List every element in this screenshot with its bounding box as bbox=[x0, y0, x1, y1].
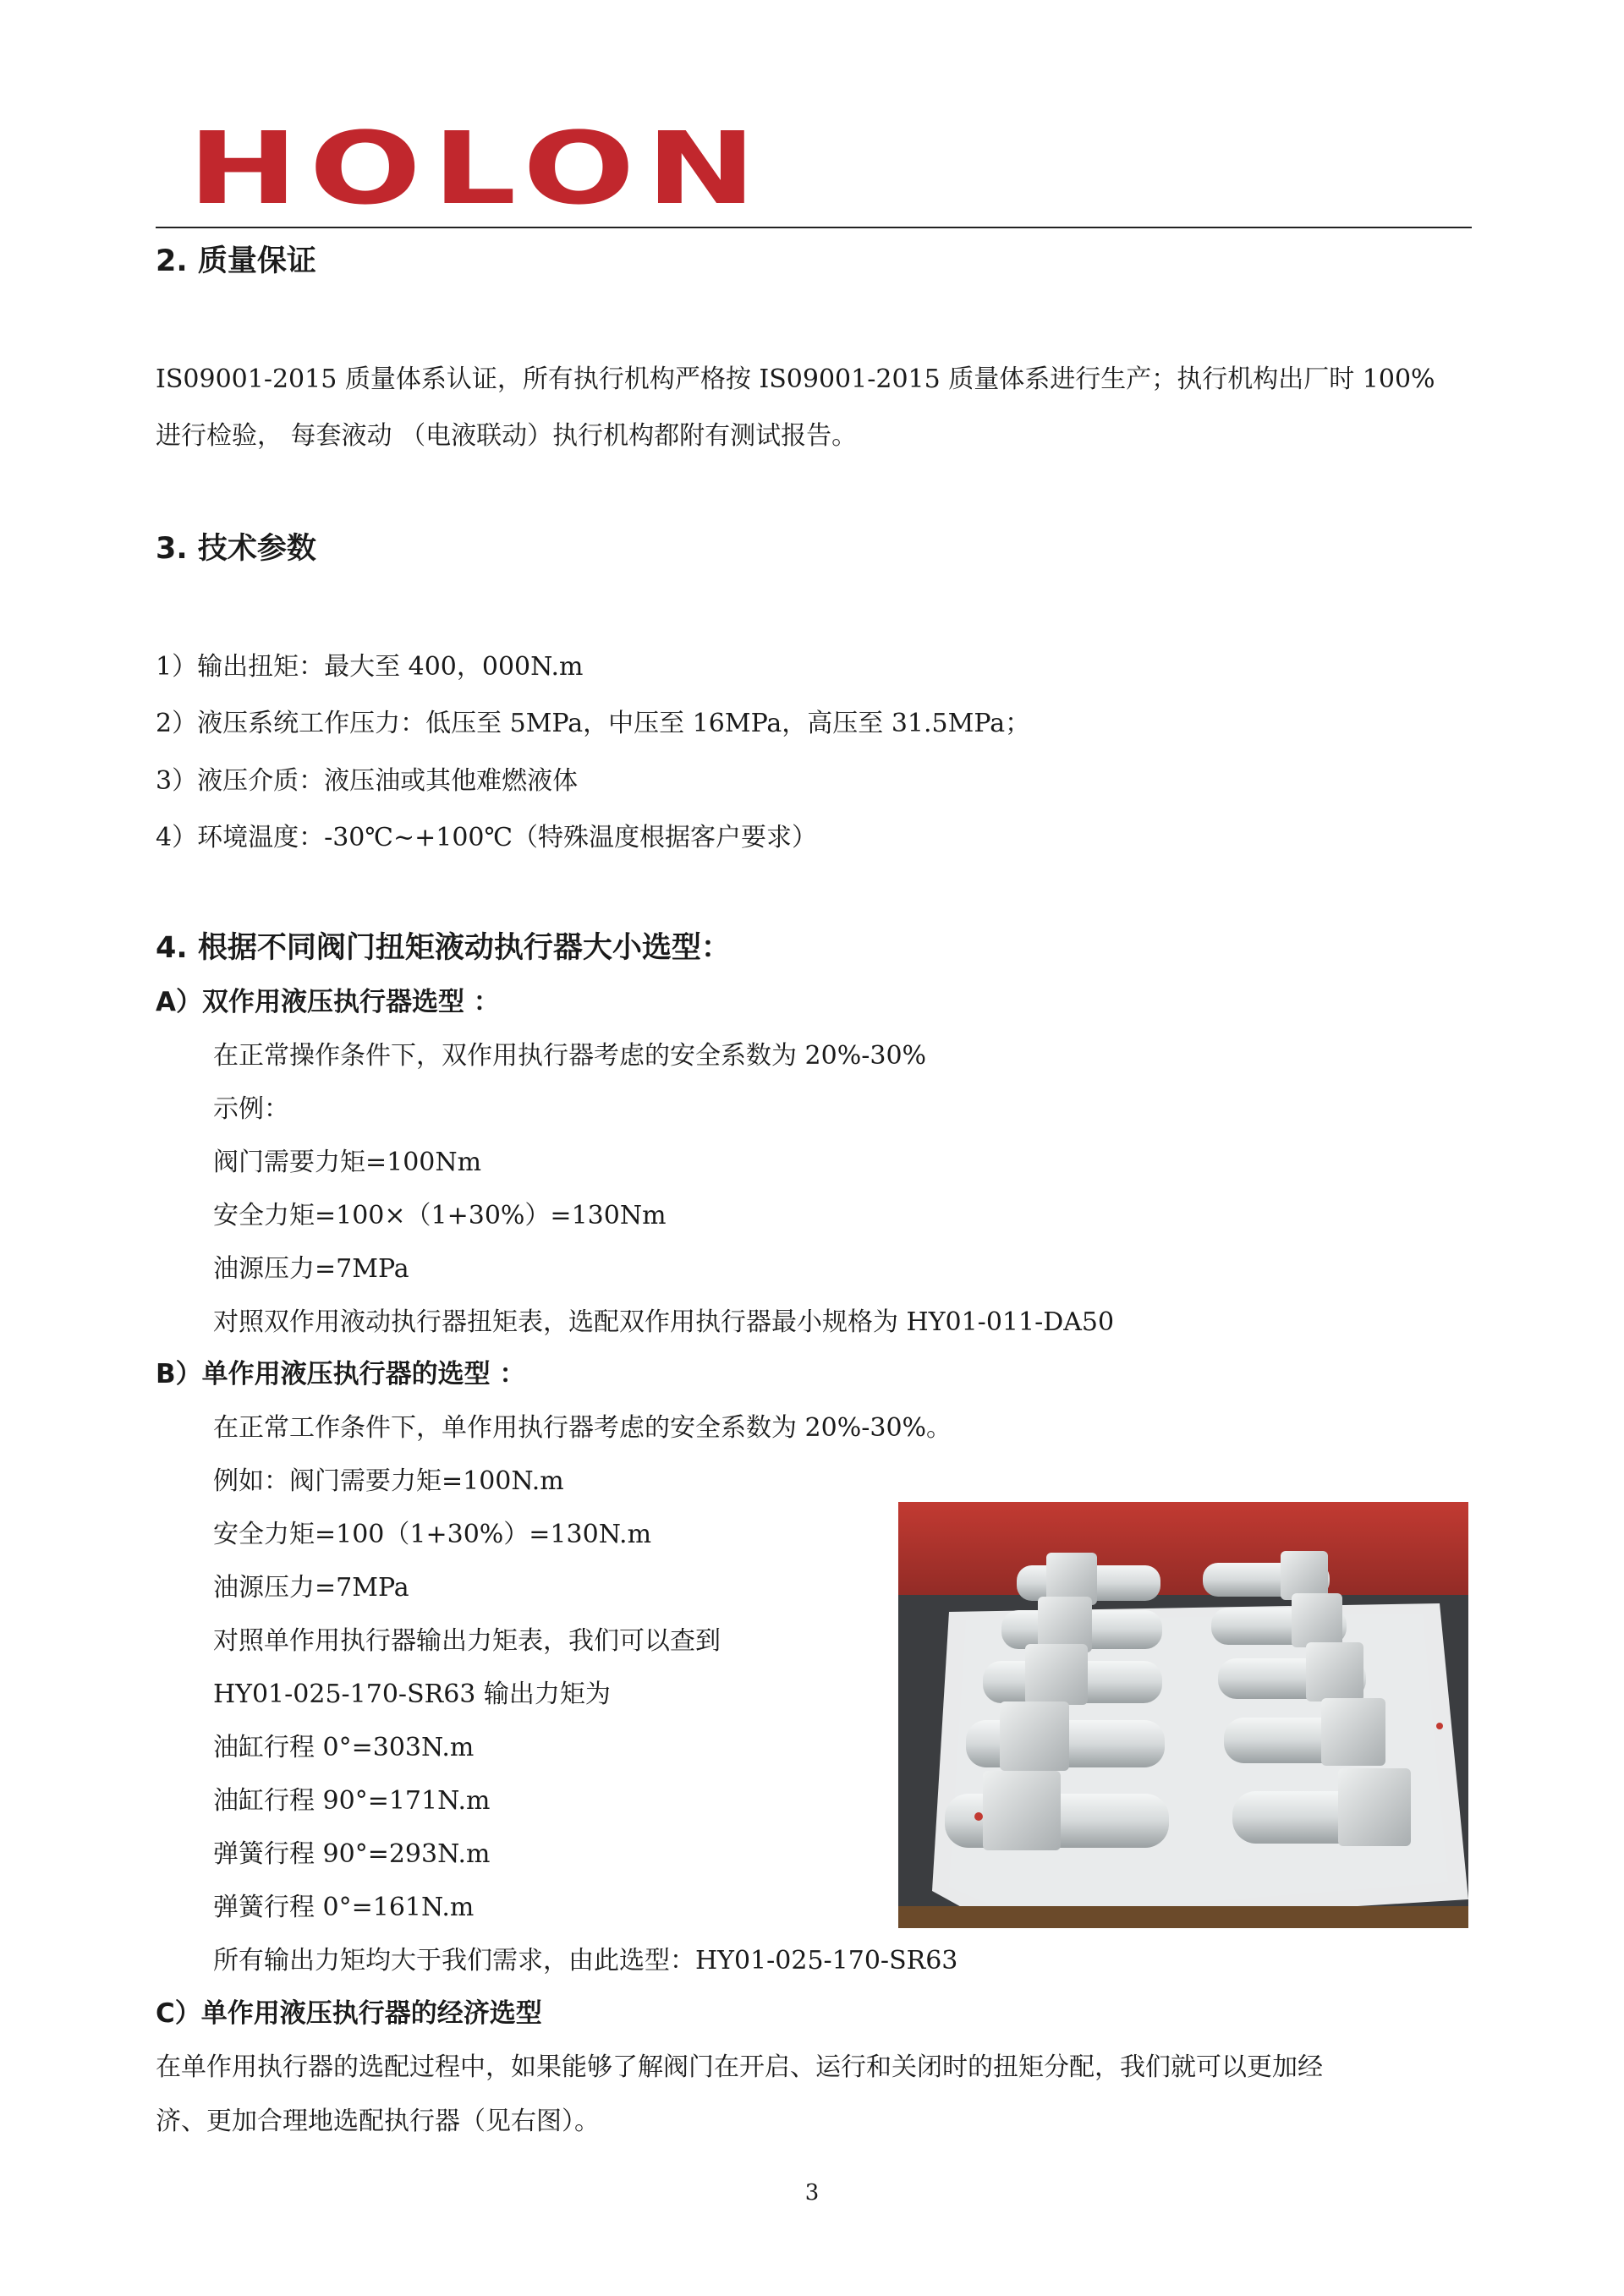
subsection-b-line: 油源压力=7MPa bbox=[213, 1573, 409, 1603]
section-2-line: 进行检验， 每套液动 （电液联动）执行机构都附有测试报告。 bbox=[156, 421, 858, 451]
subsection-b-line: 油缸行程 0°=303N.m bbox=[213, 1733, 475, 1762]
section-2-title: 2. 质量保证 bbox=[156, 244, 316, 278]
section-3-title: 3. 技术参数 bbox=[156, 532, 316, 566]
subsection-a-line: 安全力矩=100×（1+30%）=130Nm bbox=[213, 1201, 667, 1230]
spec-item: 4）环境温度：-30℃~+100℃（特殊温度根据客户要求） bbox=[156, 823, 818, 852]
header-rule bbox=[156, 227, 1472, 228]
page-number: 3 bbox=[804, 2180, 820, 2206]
subsection-c-line: 在单作用执行器的选配过程中，如果能够了解阀门在开启、运行和关闭时的扭矩分配，我们就可以更加经 bbox=[156, 2052, 1323, 2082]
subsection-b-line: 安全力矩=100（1+30%）=130N.m bbox=[213, 1520, 652, 1549]
subsection-a-line: 示例： bbox=[213, 1094, 289, 1124]
section-2-line: IS09001-2015 质量体系认证，所有执行机构严格按 IS09001-2015 质量体系进行生产；执行机构出厂时 100% bbox=[156, 364, 1435, 394]
subsection-b-line: 油缸行程 90°=171N.m bbox=[213, 1786, 491, 1816]
spec-item: 1）输出扭矩：最大至 400，000N.m bbox=[156, 652, 584, 682]
subsection-b-heading: B）单作用液压执行器的选型 ： bbox=[156, 1359, 526, 1389]
subsection-b-line: 对照单作用执行器输出力矩表，我们可以查到 bbox=[213, 1626, 721, 1656]
subsection-c-heading: C）单作用液压执行器的经济选型 bbox=[156, 1998, 542, 2029]
spec-item: 2）液压系统工作压力：低压至 5MPa，中压至 16MPa，高压至 31.5MPa； bbox=[156, 709, 1031, 738]
subsection-b-line: 弹簧行程 90°=293N.m bbox=[213, 1839, 491, 1869]
section-4-title: 4. 根据不同阀门扭矩液动执行器大小选型： bbox=[156, 931, 731, 965]
subsection-a-line: 在正常操作条件下，双作用执行器考虑的安全系数为 20%-30% bbox=[213, 1041, 927, 1071]
subsection-b-line: 例如：阀门需要力矩=100N.m bbox=[213, 1466, 564, 1496]
subsection-c-line: 济、更加合理地选配执行器（见右图）。 bbox=[156, 2107, 600, 2136]
subsection-b-line: 在正常工作条件下，单作用执行器考虑的安全系数为 20%-30%。 bbox=[213, 1413, 952, 1443]
subsection-b-line: 弹簧行程 0°=161N.m bbox=[213, 1893, 475, 1922]
spec-item: 3）液压介质：液压油或其他难燃液体 bbox=[156, 766, 579, 796]
holon-logo: HOLON bbox=[188, 110, 768, 227]
subsection-a-line: 油源压力=7MPa bbox=[213, 1254, 409, 1284]
subsection-a-heading: A）双作用液压执行器选型 ： bbox=[156, 987, 500, 1017]
subsection-b-line: 所有输出力矩均大于我们需求，由此选型：HY01-025-170-SR63 bbox=[213, 1946, 958, 1975]
subsection-a-line: 对照双作用液动执行器扭矩表，选配双作用执行器最小规格为 HY01-011-DA50 bbox=[213, 1307, 1115, 1337]
subsection-a-line: 阀门需要力矩=100Nm bbox=[213, 1148, 482, 1177]
subsection-b-line: HY01-025-170-SR63 输出力矩为 bbox=[213, 1680, 611, 1709]
hydraulic-actuators-photo bbox=[898, 1502, 1468, 1928]
